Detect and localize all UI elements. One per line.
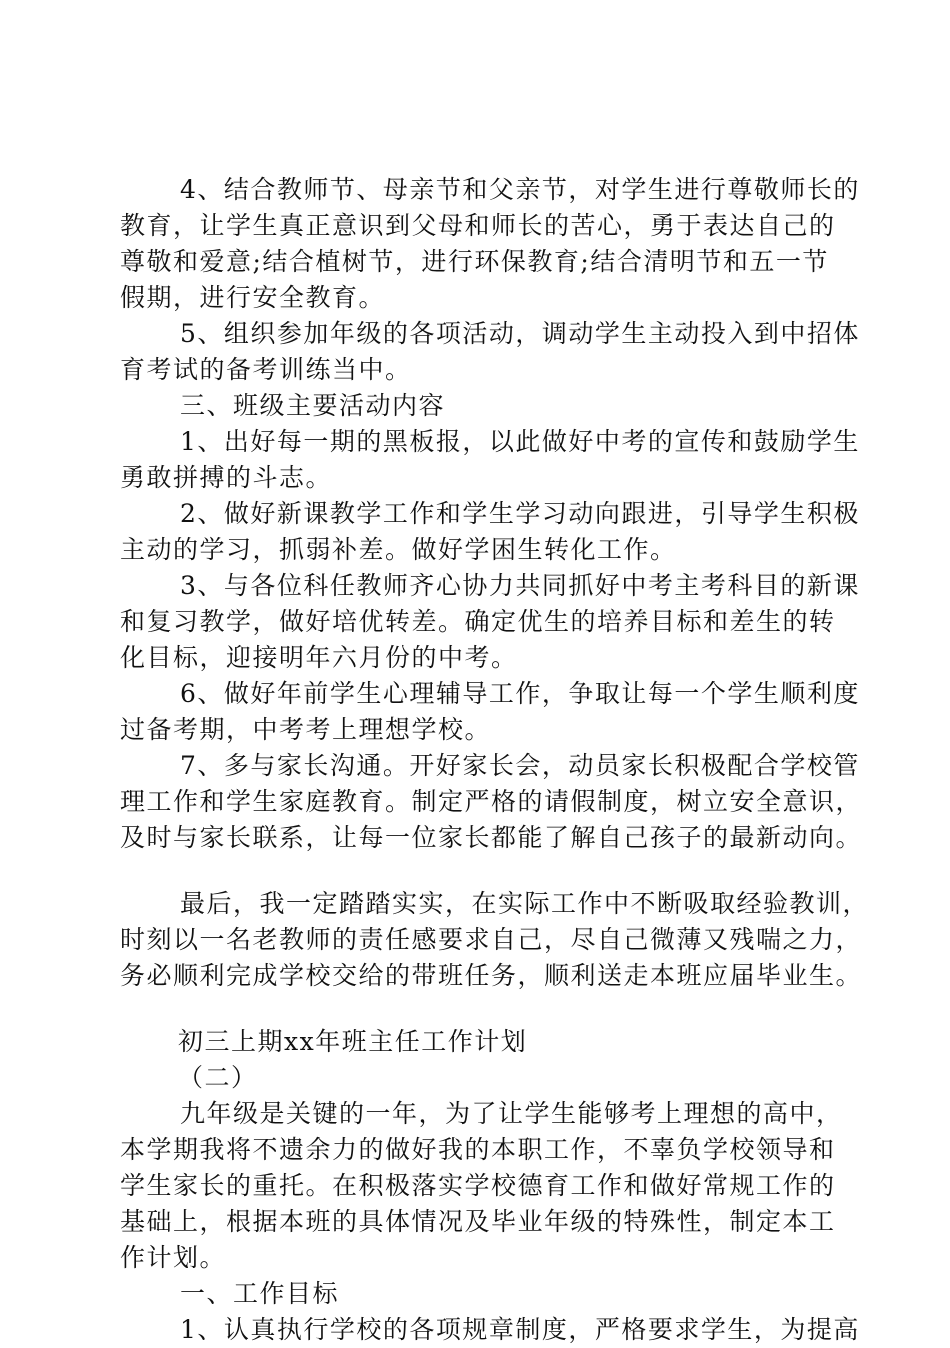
text-line: 化目标，迎接明年六月份的中考。 xyxy=(120,643,518,672)
text-line: 九年级是关键的一年，为了让学生能够考上理想的高中， xyxy=(180,1099,843,1128)
document-title: 初三上期xx年班主任工作计划 xyxy=(178,1027,528,1056)
text-line: 学生家长的重托。在积极落实学校德育工作和做好常规工作的 xyxy=(120,1171,836,1200)
text-line: 最后，我一定踏踏实实，在实际工作中不断吸取经验教训， xyxy=(180,889,870,918)
text-line: 教育，让学生真正意识到父母和师长的苦心，勇于表达自己的 xyxy=(120,211,836,240)
text-line: 务必顺利完成学校交给的带班任务，顺利送走本班应届毕业生。 xyxy=(120,961,863,990)
text-line: 3、与各位科任教师齐心协力共同抓好中考主考科目的新课 xyxy=(180,571,860,600)
text-line: 理工作和学生家庭教育。制定严格的请假制度，树立安全意识， xyxy=(120,787,863,816)
text-line: 7、多与家长沟通。开好家长会，动员家长积极配合学校管 xyxy=(180,751,860,780)
text-line: 假期，进行安全教育。 xyxy=(120,283,386,312)
text-line: 1、认真执行学校的各项规章制度，严格要求学生，为提高 xyxy=(180,1315,860,1344)
text-line: 基础上，根据本班的具体情况及毕业年级的特殊性，制定本工 xyxy=(120,1207,836,1236)
text-line: 时刻以一名老教师的责任感要求自己，尽自己微薄又残喘之力， xyxy=(120,925,863,954)
text-line: 主动的学习，抓弱补差。做好学困生转化工作。 xyxy=(120,535,677,564)
text-line: 及时与家长联系，让每一位家长都能了解自己孩子的最新动向。 xyxy=(120,823,863,852)
text-line: 4、结合教师节、母亲节和父亲节，对学生进行尊敬师长的 xyxy=(180,175,860,204)
text-line: 过备考期，中考考上理想学校。 xyxy=(120,715,492,744)
text-line: 2、做好新课教学工作和学生学习动向跟进，引导学生积极 xyxy=(180,499,860,528)
text-line: 勇敢拼搏的斗志。 xyxy=(120,463,333,492)
text-line: 作计划。 xyxy=(120,1243,227,1272)
text-line: 本学期我将不遗余力的做好我的本职工作，不辜负学校领导和 xyxy=(120,1135,836,1164)
section-heading: 三、班级主要活动内容 xyxy=(180,391,446,420)
text-line: 6、做好年前学生心理辅导工作，争取让每一个学生顺利度 xyxy=(180,679,860,708)
document-subtitle: （二） xyxy=(178,1063,258,1092)
text-line: 尊敬和爱意;结合植树节，进行环保教育;结合清明节和五一节 xyxy=(120,247,829,276)
text-line: 1、出好每一期的黑板报，以此做好中考的宣传和鼓励学生 xyxy=(180,427,860,456)
text-line: 育考试的备考训练当中。 xyxy=(120,355,412,384)
section-heading: 一、工作目标 xyxy=(180,1279,340,1308)
text-line: 5、组织参加年级的各项活动，调动学生主动投入到中招体 xyxy=(180,319,860,348)
text-line: 和复习教学，做好培优转差。确定优生的培养目标和差生的转 xyxy=(120,607,836,636)
